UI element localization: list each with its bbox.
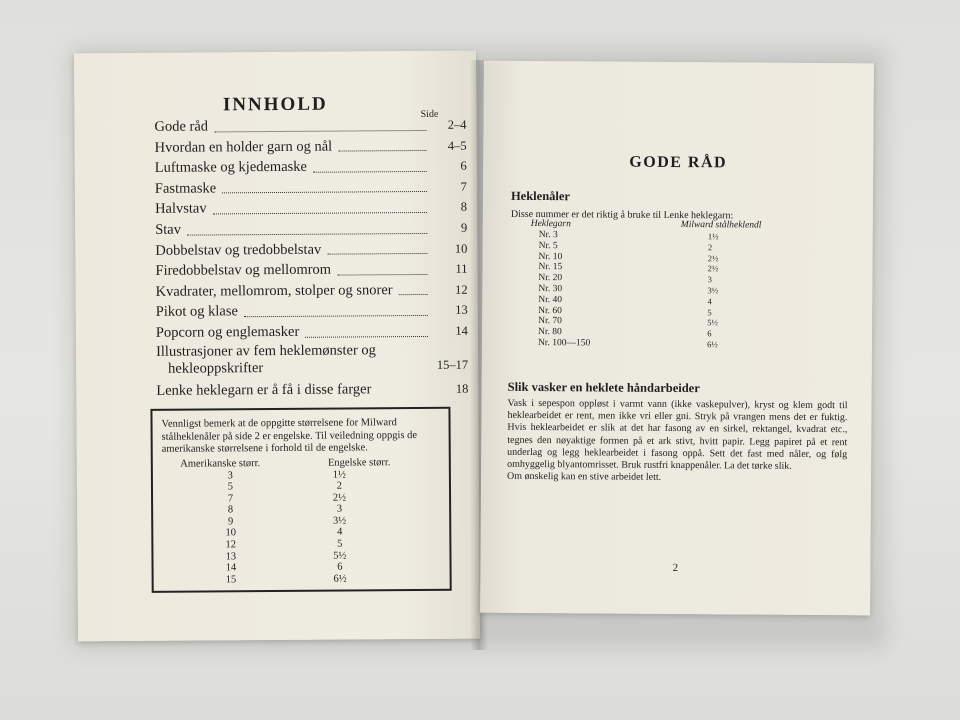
american-size-header: Amerikanske størr. [180, 457, 261, 470]
table-row: 7 2½ [227, 492, 347, 505]
table-row: 3 1½ [227, 469, 346, 481]
table-row: 15 6½ [225, 573, 347, 586]
table-row: 13 5½ [225, 550, 347, 563]
section-heading-heklenaler: Heklenåler [510, 188, 571, 204]
table-row: Nr. 15 2½ [538, 262, 719, 274]
washing-instructions: Vask i sepespon oppløst i varmt vann (ikke vaskepulver), kryst og klem godt til heklearbeidet er rent, men ikke vri eller gni. Stryk på vrangen mens det er fuktig. Hvis heklearbeidet er slik at det har fasong av en sirkel, rektangel, kvadrat etc., tegnes den nøyaktige formen på et ark stivt, hvitt papir. Legg papiret på et rent underlag og legg heklearbeidet i fasong oppå. Sett det fast med nåler, og følg omhyggelig blyantomrisset. Bruk rustfri knappenåler. La det tørke slik. Om ønskelig kan en stive arbeidet lett. [506, 397, 848, 484]
toc-entry: Hvordan en holder garn og nål 4–5 [154, 138, 467, 156]
table-row: Nr. 70 5½ [538, 316, 718, 328]
table-row: Nr. 100—150 6½ [537, 337, 718, 350]
size-note-box [150, 407, 451, 593]
toc-entry: Illustrasjoner av fem heklemønster og hekleoppskrifter 15–17 [155, 341, 469, 377]
toc-title: INNHOLD [222, 93, 328, 116]
table-row: 14 6 [225, 561, 343, 574]
table-row: 8 3 [227, 503, 343, 516]
toc-entry: Halvstav 8 [154, 200, 468, 218]
toc-entry: Pikot og klase 13 [155, 303, 468, 321]
toc-list [154, 115, 468, 401]
table-row: 12 5 [225, 538, 343, 551]
table-row: 10 4 [225, 527, 343, 539]
table-row: Nr. 20 3 [538, 273, 712, 285]
table-row: Nr. 80 6 [538, 327, 712, 339]
toc-entry: Stav 9 [155, 220, 468, 238]
size-note-text: Vennligst bemerk at de oppgitte størrelsene for Milward stålheklenåler på side 2 er engelske. Til veiledning oppgis de amerikanske størrelsene i forhold til de engelske. [161, 417, 418, 455]
table-row: Nr. 30 3½ [538, 284, 719, 296]
table-row: Nr. 40 4 [538, 294, 712, 307]
toc-entry: Gode råd 2–4 [154, 117, 467, 135]
toc-entry: Luftmaske og kjedemaske 6 [154, 158, 467, 177]
toc-entry: Fastmaske 7 [154, 179, 467, 197]
right-page [480, 61, 874, 616]
english-size-header: Engelske størr. [327, 456, 391, 469]
toc-entry: Kvadrater, mellomrom, stolper og snorer 12 [155, 281, 468, 300]
section-heading-vasking: Slik vasker en heklete håndarbeider [507, 379, 700, 396]
table-row: Nr. 3 1½ [538, 230, 719, 242]
side-column-label: Side [420, 108, 439, 120]
toc-entry: Lenke heklegarn er å få i disse farger 18 [156, 380, 469, 399]
table-row: 9 3½ [227, 515, 347, 528]
page-number: 2 [672, 561, 679, 575]
table-row: Nr. 10 2½ [538, 251, 719, 263]
size-conversion-table [162, 456, 441, 586]
table-row: 5 2 [227, 480, 343, 493]
toc-entry: Dobbelstav og tredobbelstav 10 [155, 241, 468, 259]
page-title: GODE RÅD [629, 153, 728, 172]
section-intro: Disse nummer er det riktig å bruke til Lenke heklegarn: [510, 208, 734, 222]
hook-size-table [530, 219, 781, 351]
table-row: Nr. 5 2 [538, 240, 713, 253]
left-page [74, 51, 480, 642]
toc-entry: Popcorn og englemasker 14 [155, 323, 468, 341]
hook-table-header: Heklegarn Milward stålheklendl [530, 218, 762, 231]
table-row: Nr. 60 5 [538, 305, 712, 317]
toc-entry: Firedobbelstav og mellomrom 11 [155, 261, 468, 280]
